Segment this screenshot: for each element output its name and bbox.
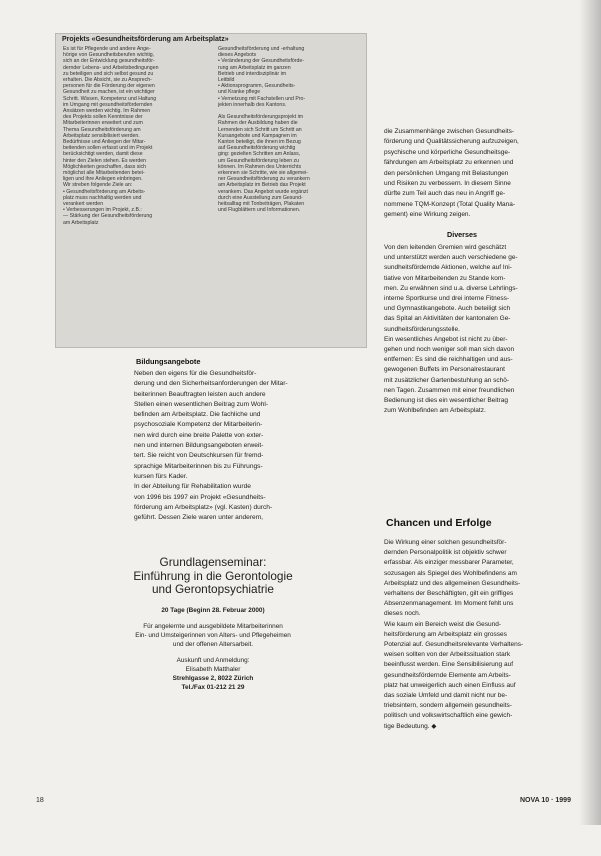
text-line: Wie kaum ein Bereich weist die Gesund- [384, 620, 502, 628]
info-box-line: platz muss nachhaltig werden und [63, 194, 142, 201]
info-box-line: Mitarbeiterinnen erweitert und zum [63, 120, 143, 127]
text-line: beeinflusst werden. Eine Sensibilisierung auf [384, 661, 513, 669]
info-box-line: Möglichkeiten geschaffen, dass sich [63, 163, 146, 170]
info-box-line: — Stärkung der Gesundheitsförderung [63, 213, 153, 220]
info-box-line: Leitbild [218, 77, 235, 84]
text-line: gement) eine Wirkung zeigen. [384, 211, 471, 219]
text-line: den persönlichen Umgang mit Belastungen [384, 169, 509, 177]
info-box-line: und Flugblättern und Informationen. [218, 207, 301, 214]
info-box-line: im Umgang mit gesundheitsfördernden [63, 101, 153, 108]
section-heading-diverses: Diverses [447, 230, 477, 239]
chancen-text [384, 538, 584, 732]
info-box-line: • Gesundheitsförderung am Arbeits- [63, 188, 146, 195]
text-line: nen wird durch eine breite Palette von exter- [134, 431, 264, 439]
info-box-line: rung am Arbeitsplatz im ganzen [218, 64, 291, 71]
text-line: verhaltens der Beschäftigten, gilt ein griffiges [384, 590, 514, 598]
info-box-line: hörige von Gesundheitsberufen wichtig, [63, 52, 155, 59]
info-box-line: • Verbesserungen im Projekt, z.B.: [63, 207, 142, 214]
text-line: men. Zu erwähnen sind u.a. diverse Lehrlings- [384, 284, 518, 292]
text-line: das Spital an Aktivitäten der kantonalen Ge- [384, 315, 511, 323]
text-line: sundheitsfördernde Aktionen, welche auf Ini- [384, 264, 512, 272]
info-box-line: verankert werden [63, 201, 104, 208]
info-box-line: sich an der Entwicklung gesundheitsför- [63, 58, 155, 65]
info-box-line: Kanton beteiligt, die ihnen im Bezug [218, 139, 301, 146]
text-line: gehen und noch weniger soll man sich davon [384, 346, 515, 354]
text-line: Die Wirkung einer solchen gesundheitsför- [384, 539, 507, 546]
text-line: dieses noch. [384, 610, 421, 618]
text-line: kursen fürs Kader. [134, 472, 188, 480]
text-line: tert. Sie reicht von Deutschkursen für fremd- [134, 452, 264, 460]
info-box-line: jekten innerhalb des Kantons. [218, 101, 287, 108]
seminar-audience-line-3: und der offenen Altersarbeit. [172, 640, 254, 648]
text-line: interne Sportkurse und drei interne Fitness- [384, 295, 510, 303]
info-box-line: Wir streben folgende Ziele an: [63, 182, 133, 189]
text-line: Neben den eigens für die Gesundheitsför- [134, 370, 257, 377]
page-edge-shadow [579, 0, 601, 825]
text-line: mit zusätzlicher Gartenbestuhlung an schö- [384, 376, 510, 384]
section-heading-chancen: Chancen und Erfolge [386, 517, 492, 529]
info-box-line: Ansätzen werden wichtig. Im Rahmen [63, 108, 151, 115]
info-box-line: erhalten. Die Absicht, sie zu Ansprech- [63, 77, 152, 84]
text-line: und Gymnastikangebote. Auch beteiligt sich [384, 305, 511, 313]
info-box-line: beitenden sollen erfasst und im Projekt [63, 145, 153, 152]
text-line: sundheitsförderungsstelle. [384, 325, 460, 333]
text-line: gewogenen Buffets im Personalrestaurant [384, 366, 505, 374]
info-box [55, 33, 367, 348]
text-line: und Risiken zu verbessern. In diesem Sinne [384, 180, 511, 188]
text-line: nommene TQM-Konzept (Total Quality Mana- [384, 200, 516, 208]
info-box-column-2 [218, 46, 363, 213]
info-box-line: Bedürfnisse und Anliegen der Mitar- [63, 139, 146, 146]
text-line: und unterstützt werden auch verschiedene ge- [384, 254, 518, 262]
info-box-line: Lernenden sich Schritt um Schritt an [218, 126, 302, 133]
text-line: heitsförderung am Arbeitsplatz ein grosses [384, 630, 507, 638]
text-line: In der Abteilung für Rehabilitation wurde [134, 483, 251, 491]
seminar-phone: Tel./Fax 01-212 21 29 [181, 683, 245, 691]
info-box-line: • Aktionsprogramm, Gesundheits- [218, 83, 296, 90]
info-box-line: ligen und ihre Anliegen einbringen. [63, 176, 143, 183]
magazine-footer: NOVA 10 · 1999 [520, 797, 571, 804]
info-box-column-1 [63, 46, 215, 226]
text-line: dürfte zum Teil auch das neu in Angriff ge- [384, 190, 506, 198]
text-line: förderung am Arbeitsplatz» (vgl. Kasten) durch- [134, 503, 273, 511]
text-line: von 1996 bis 1997 ein Projekt «Gesundheits- [134, 493, 266, 501]
text-line: befinden am Arbeitsplatz. Die fachliche und [134, 411, 261, 419]
info-box-line: • Vernetzung mit Fachstellen und Pro- [218, 95, 306, 102]
text-line: zum Wohlbefinden am Arbeitsplatz. [384, 407, 486, 415]
info-box-line: am Arbeitsplatz [63, 219, 99, 226]
info-box-line: Rahmen der Ausbildung haben die [218, 120, 298, 127]
info-box-line: Als Gesundheitsförderungsprojekt im [218, 114, 304, 121]
text-line: Bedienung ist dies ein wesentlicher Beitrag [384, 397, 508, 405]
info-box-line: ner Gesundheitsförderung zu verankern [218, 176, 310, 183]
text-line: tiative von Mitarbeitenden zu Stande kom- [384, 274, 506, 282]
seminar-info-label: Auskunft und Anmeldung: [176, 656, 250, 664]
text-line: tige Bedeutung. ◆ [384, 722, 437, 730]
text-line: triebsintern, sondern allgemein gesundheits- [384, 702, 512, 710]
info-box-title: Projekts «Gesundheitsförderung am Arbeitsplatz» [62, 36, 229, 43]
info-box-line: heitsalltag mit Tonbeiträgen, Plakaten [218, 201, 305, 208]
info-box-line: auf Gesundheitsförderung wichtig [218, 145, 296, 152]
info-box-line: • Veränderung der Gesundheitsförde- [218, 58, 305, 65]
info-box-line: Schritt. Wissen, Kompetenz und Haltung [63, 95, 157, 102]
text-line: weisen sollten von der Arbeitssituation stark [384, 651, 511, 659]
info-box-line: Thema Gesundheitsförderung am [63, 126, 141, 133]
right-article-top-text [384, 127, 584, 221]
text-line: fährdungen am Arbeitsplatz zu erkennen und [384, 159, 514, 167]
info-box-line: des Projekts sollen Kenntnisse der [63, 114, 143, 121]
text-line: erfassbar. Als einziger messbarer Parameter, [384, 559, 514, 567]
info-box-line: Kursangebote und Kampagnen im [218, 132, 297, 139]
seminar-address: Strehlgasse 2, 8022 Zürich [172, 674, 254, 682]
info-box-line: personen für die Förderung der eigenen [63, 83, 155, 90]
text-line: sozusagen als Spiegel des Wohlbefindens am [384, 569, 517, 577]
text-line: psychische und körperliche Gesundheitsge- [384, 148, 511, 156]
info-box-line: dieses Angebots [218, 52, 257, 59]
text-line: Arbeitsplatz und des allgemeinen Gesundheits- [384, 579, 521, 587]
text-line: platz hat unweigerlich auch einen Einfluss auf [384, 681, 516, 689]
text-line: psychosoziale Kompetenz der Mitarbeiterin- [134, 421, 263, 429]
text-line: beiterinnen Beauftragten leisten auch andere [134, 390, 266, 398]
text-line: Von den leitenden Gremien wird geschätzt [384, 244, 507, 251]
text-line: Ein wesentliches Angebot ist nicht zu über- [384, 335, 508, 343]
page-number: 18 [36, 797, 44, 804]
seminar-contact-name: Elisabeth Matthaler [185, 665, 241, 673]
text-line: Absenzenmanagement. Im Moment fehlt uns [384, 600, 514, 608]
seminar-title-line-1: Grundlagenseminar: [159, 555, 267, 569]
diverses-text [384, 243, 584, 416]
seminar-audience-line-2: Ein- und Umsteigerinnen von Alters- und Pflegeheimen [135, 631, 291, 639]
info-box-line: erkennen sie Schritte, wie sie allgemei- [218, 170, 308, 177]
text-line: dernden Personalpolitik ist objektiv schwer [384, 549, 507, 557]
text-line: das soziale Umfeld und damit nicht nur be- [384, 692, 508, 700]
info-box-line: durch eine Ausstellung zum Gesund- [218, 194, 303, 201]
info-box-line: Gesundheit zu machen, ist ein wichtiger [63, 89, 155, 96]
text-line: geführt. Dessen Ziele waren unter anderem, [134, 514, 264, 522]
info-box-line: verankern. Das Angebot wurde ergänzt [218, 188, 308, 195]
seminar-title-line-3: und Gerontopsychiatrie [152, 582, 274, 596]
seminar-title-line-2: Einführung in die Gerontologie [133, 568, 293, 583]
info-box-line: und Kranke pflege [218, 89, 261, 96]
text-line: Stellen einen wesentlichen Beitrag zum Wohl- [134, 400, 269, 408]
info-box-line: um Gesundheitsförderung leben zu [218, 157, 300, 164]
text-line: die Zusammenhänge zwischen Gesundheits- [384, 128, 515, 135]
info-box-line: Arbeitsplatz sensibilisiert werden. [63, 132, 140, 139]
info-box-line: können. Im Rahmen des Unterrichts [218, 163, 302, 170]
seminar-advertisement [63, 556, 363, 856]
info-box-line: dernder Lebens- und Arbeitsbedingungen [63, 64, 159, 71]
info-box-line: berücksichtigt werden, damit diese [63, 151, 143, 158]
text-line: nen und internen Bildungsangeboten erweit- [134, 442, 264, 450]
info-box-line: Gesundheitsförderung und -erhaltung [218, 46, 305, 52]
text-line: politisch und volkswirtschaftlich eine gewich- [384, 712, 513, 720]
info-box-line: Es ist für Pflegende und andere Ange- [63, 46, 151, 52]
info-box-line: Betrieb und interdisziplinär im [218, 70, 287, 77]
section-heading-bildungsangebote: Bildungsangebote [136, 357, 201, 366]
seminar-dates: 20 Tage (Beginn 28. Februar 2000) [161, 606, 265, 614]
info-box-line: am Arbeitsplatz im Betrieb das Projekt [218, 182, 306, 189]
info-box-line: möglichst alle Mitarbeitenden betei- [63, 170, 145, 177]
text-line: förderung und Qualitätssicherung aufzuzeigen, [384, 138, 519, 146]
text-line: derung und den Sicherheitsanforderungen der Mitar- [134, 380, 288, 388]
text-line: gesundheitsfördernde Elemente am Arbeits- [384, 671, 511, 679]
text-line: entfernen: Es sind die reichhaltigen und aus- [384, 356, 513, 364]
seminar-audience-line-1: Für angelernte und ausgebildete Mitarbeiterinnen [143, 622, 283, 630]
info-box-line: zu beteiligen und sich selbst gesund zu [63, 70, 154, 77]
info-box-line: ging: gezielten Schritten am Anlass, [218, 151, 301, 158]
left-article-text [134, 369, 366, 523]
text-line: nen Tagen. Zusammen mit einer freundlichen [384, 386, 515, 394]
text-line: sprachige Mitarbeiterinnen bis zu Führungs- [134, 462, 263, 470]
text-line: Potenzial auf. Gesundheitsrelevante Verhaltens- [384, 641, 524, 649]
info-box-line: hinter den Zielen stehen. Es werden [63, 157, 147, 164]
